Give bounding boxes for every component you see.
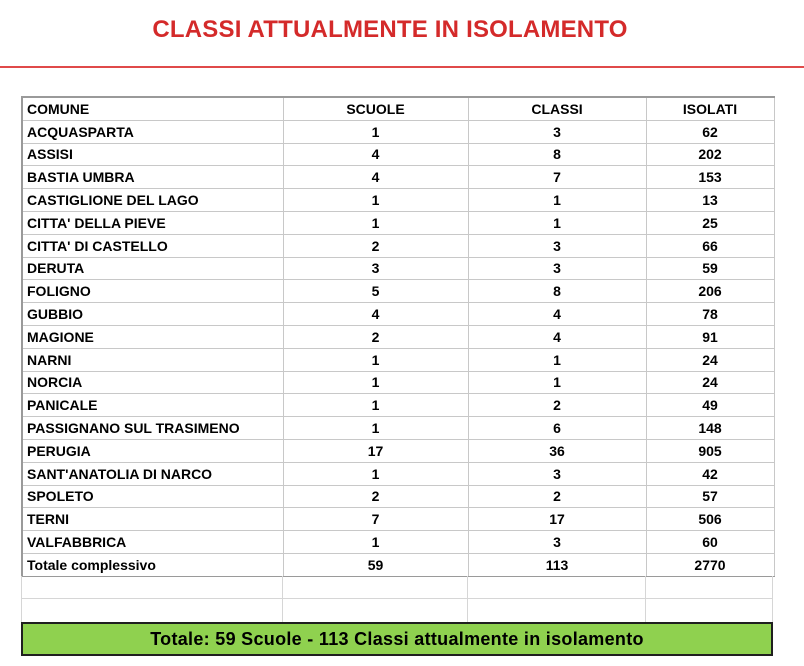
- comune-cell: MAGIONE: [22, 325, 283, 348]
- classi-cell: 2: [468, 394, 646, 417]
- classi-cell: 36: [468, 439, 646, 462]
- comune-cell: CITTA' DI CASTELLO: [22, 234, 283, 257]
- classi-cell: 3: [468, 120, 646, 143]
- table-row: [22, 371, 774, 394]
- scuole-cell: 1: [283, 120, 468, 143]
- classi-cell: 8: [468, 143, 646, 166]
- table-row: [22, 462, 774, 485]
- table-row: [22, 325, 774, 348]
- classi-cell: 3: [468, 234, 646, 257]
- comune-cell: BASTIA UMBRA: [22, 166, 283, 189]
- scuole-cell: 7: [283, 508, 468, 531]
- classi-cell: 3: [468, 257, 646, 280]
- table-row: [22, 189, 774, 212]
- comune-cell: NARNI: [22, 348, 283, 371]
- isolati-cell: 66: [646, 234, 774, 257]
- isolation-table: [21, 96, 775, 577]
- classi-cell: 1: [468, 211, 646, 234]
- total-label: Totale complessivo: [22, 553, 283, 576]
- scuole-cell: 1: [283, 462, 468, 485]
- isolati-cell: 905: [646, 439, 774, 462]
- comune-cell: GUBBIO: [22, 303, 283, 326]
- scuole-cell: 3: [283, 257, 468, 280]
- grid-line: [21, 598, 773, 599]
- isolati-cell: 24: [646, 348, 774, 371]
- title-divider: [0, 66, 804, 68]
- isolati-cell: 202: [646, 143, 774, 166]
- comune-cell: FOLIGNO: [22, 280, 283, 303]
- header-classi: CLASSI: [468, 97, 646, 120]
- classi-cell: 3: [468, 462, 646, 485]
- grid-line: [645, 576, 646, 622]
- total-classi: 113: [468, 553, 646, 576]
- grid-line: [772, 576, 773, 622]
- empty-grid: [21, 576, 773, 622]
- comune-cell: SPOLETO: [22, 485, 283, 508]
- scuole-cell: 4: [283, 166, 468, 189]
- classi-cell: 2: [468, 485, 646, 508]
- total-banner: Totale: 59 Scuole - 113 Classi attualmente in isolamento: [21, 622, 773, 656]
- header-isolati: ISOLATI: [646, 97, 774, 120]
- isolati-cell: 24: [646, 371, 774, 394]
- table-header-row: [22, 97, 774, 120]
- isolati-cell: 60: [646, 531, 774, 554]
- table-row: [22, 303, 774, 326]
- isolati-cell: 506: [646, 508, 774, 531]
- grid-line: [282, 576, 283, 622]
- scuole-cell: 4: [283, 303, 468, 326]
- table-row: [22, 531, 774, 554]
- isolati-cell: 206: [646, 280, 774, 303]
- page-title: CLASSI ATTUALMENTE IN ISOLAMENTO: [152, 16, 628, 43]
- classi-cell: 1: [468, 348, 646, 371]
- isolati-cell: 78: [646, 303, 774, 326]
- scuole-cell: 1: [283, 189, 468, 212]
- total-row: [22, 553, 774, 576]
- table-row: [22, 508, 774, 531]
- scuole-cell: 1: [283, 348, 468, 371]
- table-row: [22, 417, 774, 440]
- classi-cell: 4: [468, 325, 646, 348]
- isolati-cell: 57: [646, 485, 774, 508]
- scuole-cell: 17: [283, 439, 468, 462]
- header-comune: COMUNE: [22, 97, 283, 120]
- table-row: [22, 280, 774, 303]
- scuole-cell: 1: [283, 371, 468, 394]
- comune-cell: SANT'ANATOLIA DI NARCO: [22, 462, 283, 485]
- comune-cell: ACQUASPARTA: [22, 120, 283, 143]
- comune-cell: TERNI: [22, 508, 283, 531]
- table-row: [22, 485, 774, 508]
- scuole-cell: 2: [283, 485, 468, 508]
- classi-cell: 6: [468, 417, 646, 440]
- scuole-cell: 1: [283, 417, 468, 440]
- scuole-cell: 1: [283, 394, 468, 417]
- header-scuole: SCUOLE: [283, 97, 468, 120]
- isolati-cell: 153: [646, 166, 774, 189]
- comune-cell: CASTIGLIONE DEL LAGO: [22, 189, 283, 212]
- comune-cell: PASSIGNANO SUL TRASIMENO: [22, 417, 283, 440]
- comune-cell: NORCIA: [22, 371, 283, 394]
- scuole-cell: 1: [283, 531, 468, 554]
- isolati-cell: 148: [646, 417, 774, 440]
- scuole-cell: 2: [283, 234, 468, 257]
- classi-cell: 1: [468, 371, 646, 394]
- isolati-cell: 59: [646, 257, 774, 280]
- classi-cell: 1: [468, 189, 646, 212]
- isolati-cell: 13: [646, 189, 774, 212]
- table-row: [22, 166, 774, 189]
- classi-cell: 4: [468, 303, 646, 326]
- grid-line: [21, 576, 22, 622]
- grid-line: [467, 576, 468, 622]
- isolati-cell: 62: [646, 120, 774, 143]
- comune-cell: DERUTA: [22, 257, 283, 280]
- table-row: [22, 439, 774, 462]
- table-row: [22, 257, 774, 280]
- table-row: [22, 394, 774, 417]
- isolati-cell: 91: [646, 325, 774, 348]
- table-row: [22, 120, 774, 143]
- total-isolati: 2770: [646, 553, 774, 576]
- scuole-cell: 5: [283, 280, 468, 303]
- comune-cell: CITTA' DELLA PIEVE: [22, 211, 283, 234]
- scuole-cell: 2: [283, 325, 468, 348]
- table-row: [22, 143, 774, 166]
- comune-cell: PERUGIA: [22, 439, 283, 462]
- comune-cell: VALFABBRICA: [22, 531, 283, 554]
- isolati-cell: 25: [646, 211, 774, 234]
- isolati-cell: 42: [646, 462, 774, 485]
- table-row: [22, 348, 774, 371]
- classi-cell: 8: [468, 280, 646, 303]
- classi-cell: 17: [468, 508, 646, 531]
- table-row: [22, 234, 774, 257]
- scuole-cell: 1: [283, 211, 468, 234]
- table-row: [22, 211, 774, 234]
- classi-cell: 3: [468, 531, 646, 554]
- scuole-cell: 4: [283, 143, 468, 166]
- total-scuole: 59: [283, 553, 468, 576]
- classi-cell: 7: [468, 166, 646, 189]
- comune-cell: PANICALE: [22, 394, 283, 417]
- isolati-cell: 49: [646, 394, 774, 417]
- comune-cell: ASSISI: [22, 143, 283, 166]
